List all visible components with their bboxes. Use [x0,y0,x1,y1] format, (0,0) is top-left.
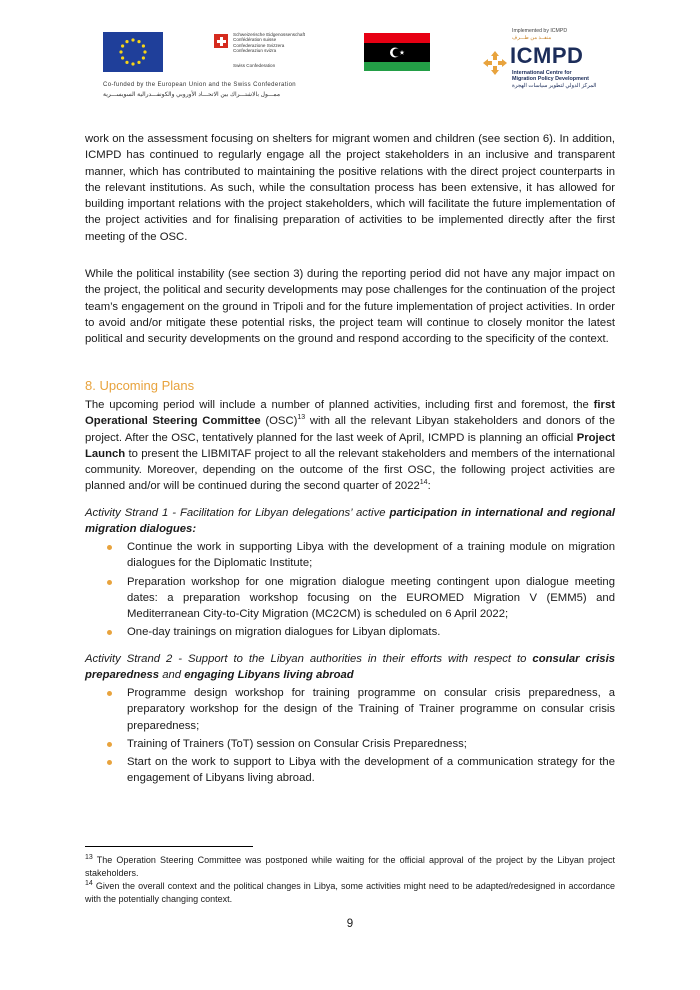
swiss-names: Schweizerische Eidgenossenschaft Confédération suisse Confederazione Svizzera Confederaziun svizra [233,32,306,54]
footnote-13: $^{13}$ The Operation Steering Committee was postponed while waiting for the official approval of the project by the Libyan project stakeholders. [85,854,615,878]
bullet-icon [107,545,112,550]
list-item: Preparation workshop for one migration dialogue meeting contingent upon dialogue meeting dates: a preparation workshop focusing on the EUROMED Migration V (EMM5) and Mediterranean City-to-City Migration (MC2CM) is scheduled on 6 April 2022; [105,574,615,623]
list-item: Training of Trainers (ToT) session on Consular Crisis Preparedness; [105,736,615,752]
eu-flag-logo [103,32,163,72]
page-header [0,0,700,110]
icmpd-wordmark: ICMPD [510,43,584,68]
bullet-icon [107,742,112,747]
icmpd-logo: Implemented by ICMPD منفــذ من طـــرف ICMPD International Centre for Migration Policy Development المركز الدولي لتطوير سياسات الهجرة [480,28,610,98]
list-item: Continue the work in supporting Libya with the development of a training module on migration dialogues for the Diplomatic Institute; [105,539,615,572]
activity-strand-1-heading: Activity Strand 1 - Facilitation for Libyan delegations’ active participation in international and regional migration dialogues: [85,507,615,536]
list-item: Programme design workshop for training programme on consular crisis preparedness, a preparatory workshop for the design of the Training of Trainer programme on consular crisis preparedness; [105,685,615,734]
libya-flag-logo [364,33,430,71]
paragraph-upcoming-plans: The upcoming period will include a number of planned activities, including first and foremost, the first Operational Steering Committee (OSC)$^{13}$ with all the relevant Libyan stakeholders and donors of the project. After the OSC, tentatively planned for the last week of April, ICMPD is planning an official Project Launch to present the LIBMITAF project to all the relevant stakeholders and members of the international community. Moreover, depending on the outcome of the first OSC, the following project activities are planned and/or will be continued during the second quarter of 2022$^{14}$: [85,399,615,493]
activity-strand-1-list [105,539,615,643]
eu-stars-icon [103,32,163,72]
swiss-cross-icon [214,34,228,48]
list-item: One-day trainings on migration dialogues for Libyan diplomats. [105,624,615,640]
page-number: 9 [346,918,354,930]
bullet-icon [107,630,112,635]
cofunded-text: Co-funded by the European Union and the Swiss Confederation [103,82,297,88]
footnote-14: $^{14}$ Given the overall context and the political changes in Libya, some activities might need to be adapted/redesigned in accordance with the potentially changing context. [85,880,615,904]
paragraph-1: work on the assessment focusing on shelters for migrant women and children (see section 6). In addition, ICMPD has continued to regularly engage all the project stakeholders in an inclusive and transparent manner, which has contributed to maintaining the positive relations with the direct project counterparts in the relevant institutions. As such, while the consultation process has been extensive, it has allowed for building important relations with the project stakeholders, which will facilitate the future implementation of the project activities and for finalising preparation of activities to be implemented directly after the first meeting of the OSC. [85,133,615,243]
swiss-confederation-label: Swiss Confederation [233,63,276,68]
activity-strand-2-list [105,685,615,789]
paragraph-2: While the political instability (see section 3) during the reporting period did not have any major impact on the project, the political and security developments may pose challenges for the continuation of the project team’s engagement on the ground in Tripoli and for the future implementation of project activities. In order to avoid and/or mitigate these potential risks, the project team will continue to closely monitor the latest political and security developments on the ground and respond according to the specificity of the context. [85,268,616,346]
footnote-separator [85,846,253,847]
bullet-icon [107,760,112,765]
icmpd-arrows-icon [482,50,508,76]
icmpd-full-name: International Centre for Migration Policy Development [512,70,589,82]
section-heading-upcoming-plans: 8. Upcoming Plans [85,378,195,393]
bullet-icon [107,580,112,585]
cofunded-text-arabic: ممـــول بالاشتـــراك بين الاتحـــاد الأوروبي والكونفـــدرالية السويســـرية [103,92,281,98]
crescent-star-icon [364,43,430,62]
bullet-icon [107,691,112,696]
swiss-confederation-logo [214,32,324,76]
footnote-ref-13[interactable]: 13 [297,414,306,422]
footnote-ref-14[interactable]: 14 [419,479,428,487]
activity-strand-2-heading: Activity Strand 2 - Support to the Libyan authorities in their efforts with respect to consular crisis preparedness and engaging Libyans living abroad [85,653,615,682]
list-item: Start on the work to support to Libya with the development of a communication strategy for the engagement of Libyans living abroad. [105,754,615,787]
icmpd-arabic-name: المركز الدولي لتطوير سياسات الهجرة [512,83,597,89]
